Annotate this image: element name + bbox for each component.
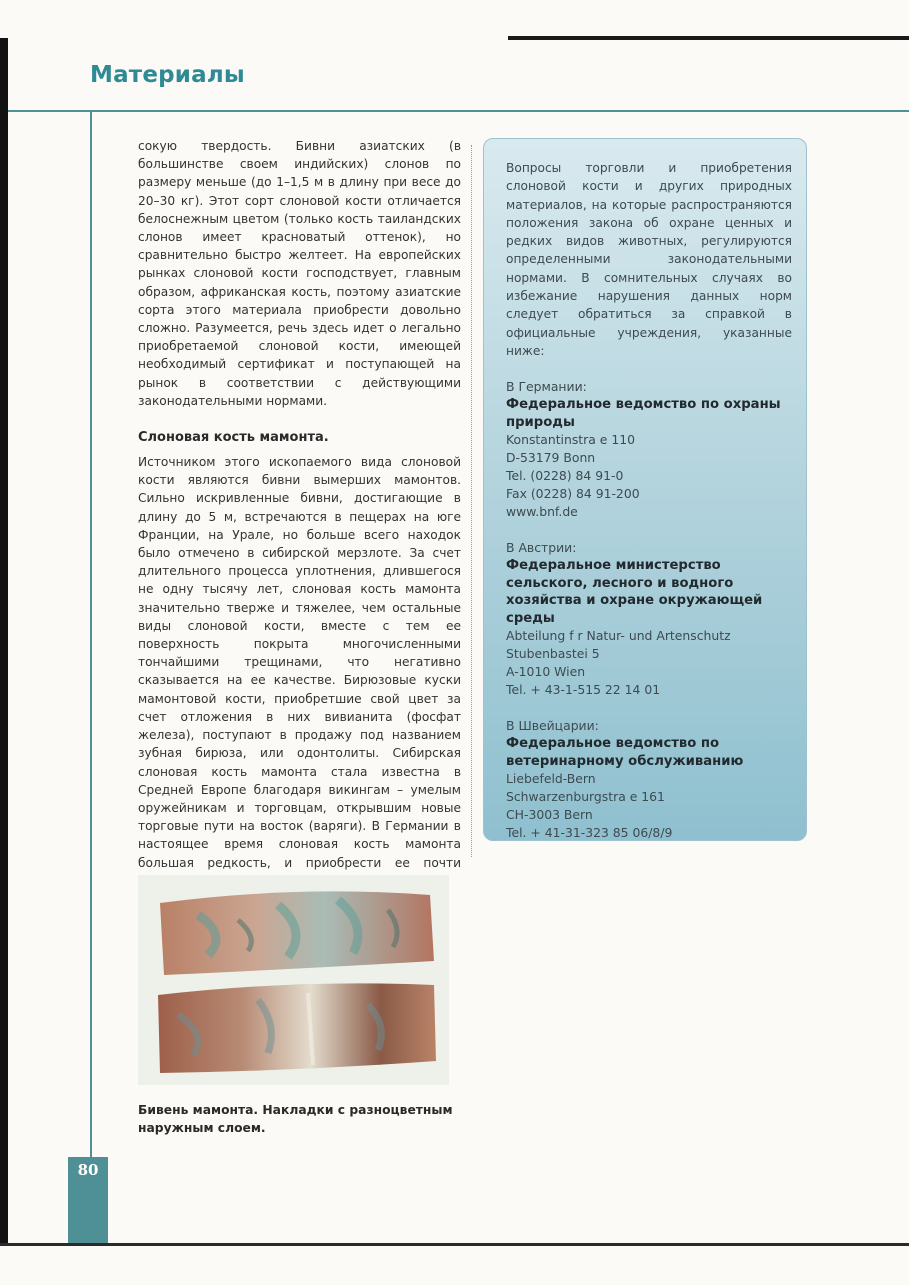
body-column [138,137,461,890]
tusk-slab-lower [158,983,436,1073]
address-line: A-1010 Wien [506,664,586,680]
contact-switzerland [506,717,792,842]
address-line: Schwarzenburgstra e 161 [506,789,665,805]
address-line: Konstantinstra e 110 [506,432,636,448]
agency-name: Федеральное министерство сельского, лесного и водного хозяйства и охране окружающей среды [506,558,763,626]
address-line: Stubenbastei 5 [506,646,600,662]
address-line: Liebefeld-Bern [506,771,596,787]
website-link[interactable]: www.bnf.de [506,504,578,520]
country-label: В Швейцарии: [506,718,599,734]
country-label: В Германии: [506,379,587,395]
mammoth-tusk-image [138,875,449,1085]
subheading-mammoth-ivory: Слоновая кость мамонта. [138,430,329,446]
margin-rule [90,112,92,1157]
figure-caption: Бивень мамонта. Накладки с разноцветным наружным слоем. [138,1103,453,1135]
info-box-intro: Вопросы торговли и приобретения слоновой кости и других природных материалов, на которые распространяются положения закона об охране ценных и редких видов животных, регулируются определенными законодательными нормами. В сомнительных случаях во избежание нарушения данных норм следует обратиться за справкой в официальные учреждения, указанные ниже: [506,161,792,358]
header-rule [8,110,909,112]
country-label: В Австрии: [506,540,577,556]
mammoth-tusk-photo [138,875,449,1085]
agency-name: Федеральное ведомство по охраны природы [506,397,781,430]
scan-edge-top [508,36,909,40]
scan-edge-left [0,38,8,1243]
agency-name: Федеральное ведомство по ветеринарному обслуживанию [506,736,744,769]
phone-line: Tel. + 41-31-323 85 06/8/9 [506,825,673,841]
address-line: Abteilung f r Natur- und Artenschutz [506,628,731,644]
contact-austria [506,539,792,699]
scan-edge-bottom [0,1243,909,1246]
contact-germany [506,378,792,521]
body-paragraph-1: сокую твердость. Бивни азиатских (в большинстве своем индийских) слонов по размеру меньше (до 1–1,5 м в длину при весе до 20–30 кг). Этот сорт слоновой кости отличается белоснежным цветом (только кость таиландских слонов имеет красноватый оттенок), но сравнительно быстро желтеет. На европейских рынках слоновой кости господствует, главным образом, африканская кость, поэтому азиатские сорта этого материала приобрести довольно сложно. Разумеется, речь здесь идет о легально приобретаемой слоновой кости, имеющей необходимый сертификат и поступающей на рынок в соответствии с действующими законодательными нормами. [138,139,461,408]
phone-line: Tel. (0228) 84 91-0 [506,468,624,484]
page-number: 80 [77,1161,99,1179]
address-line: D-53179 Bonn [506,450,596,466]
body-paragraph-2: Источником этого ископаемого вида слоновой кости являются бивни вымерших мамонтов. Сильно искривленные бивни, достигающие в длину до 5 м, встречаются в пещерах на юге Франции, на Урале, но больше всего находок было отмечено в сибирской мерзлоте. За счет длительного процесса уплотнения, длившегося не одну тысячу лет, слоновая кость мамонта значительно тверже и тяжелее, чем остальные виды слоновой кости, вместе с тем ее поверхность покрыта многочисленными тончайшими трещинами, что негативно сказывается на ее качестве. Бирюзовые куски мамонтовой кости, приобретшие свой цвет за счет отложения в них вивианита (фосфат железа), поступают в продажу под названием зубная бирюза, или одонтолиты. Сибирская слоновая кость мамонта стала известна в Средней Европе благодаря викингам – умелым оружейникам и торговцам, открывшим новые торговые пути на восток (варяги). В Германии в настоящее время слоновая кость мамонта большая редкость, и приобрести ее почти [138,455,461,870]
fax-line: Fax (0228) 84 91-200 [506,486,640,502]
info-box [483,138,807,841]
address-line: CH-3003 Bern [506,807,593,823]
section-title: Материалы [90,62,245,88]
column-divider [471,145,472,857]
phone-line: Tel. + 43-1-515 22 14 01 [506,682,661,698]
